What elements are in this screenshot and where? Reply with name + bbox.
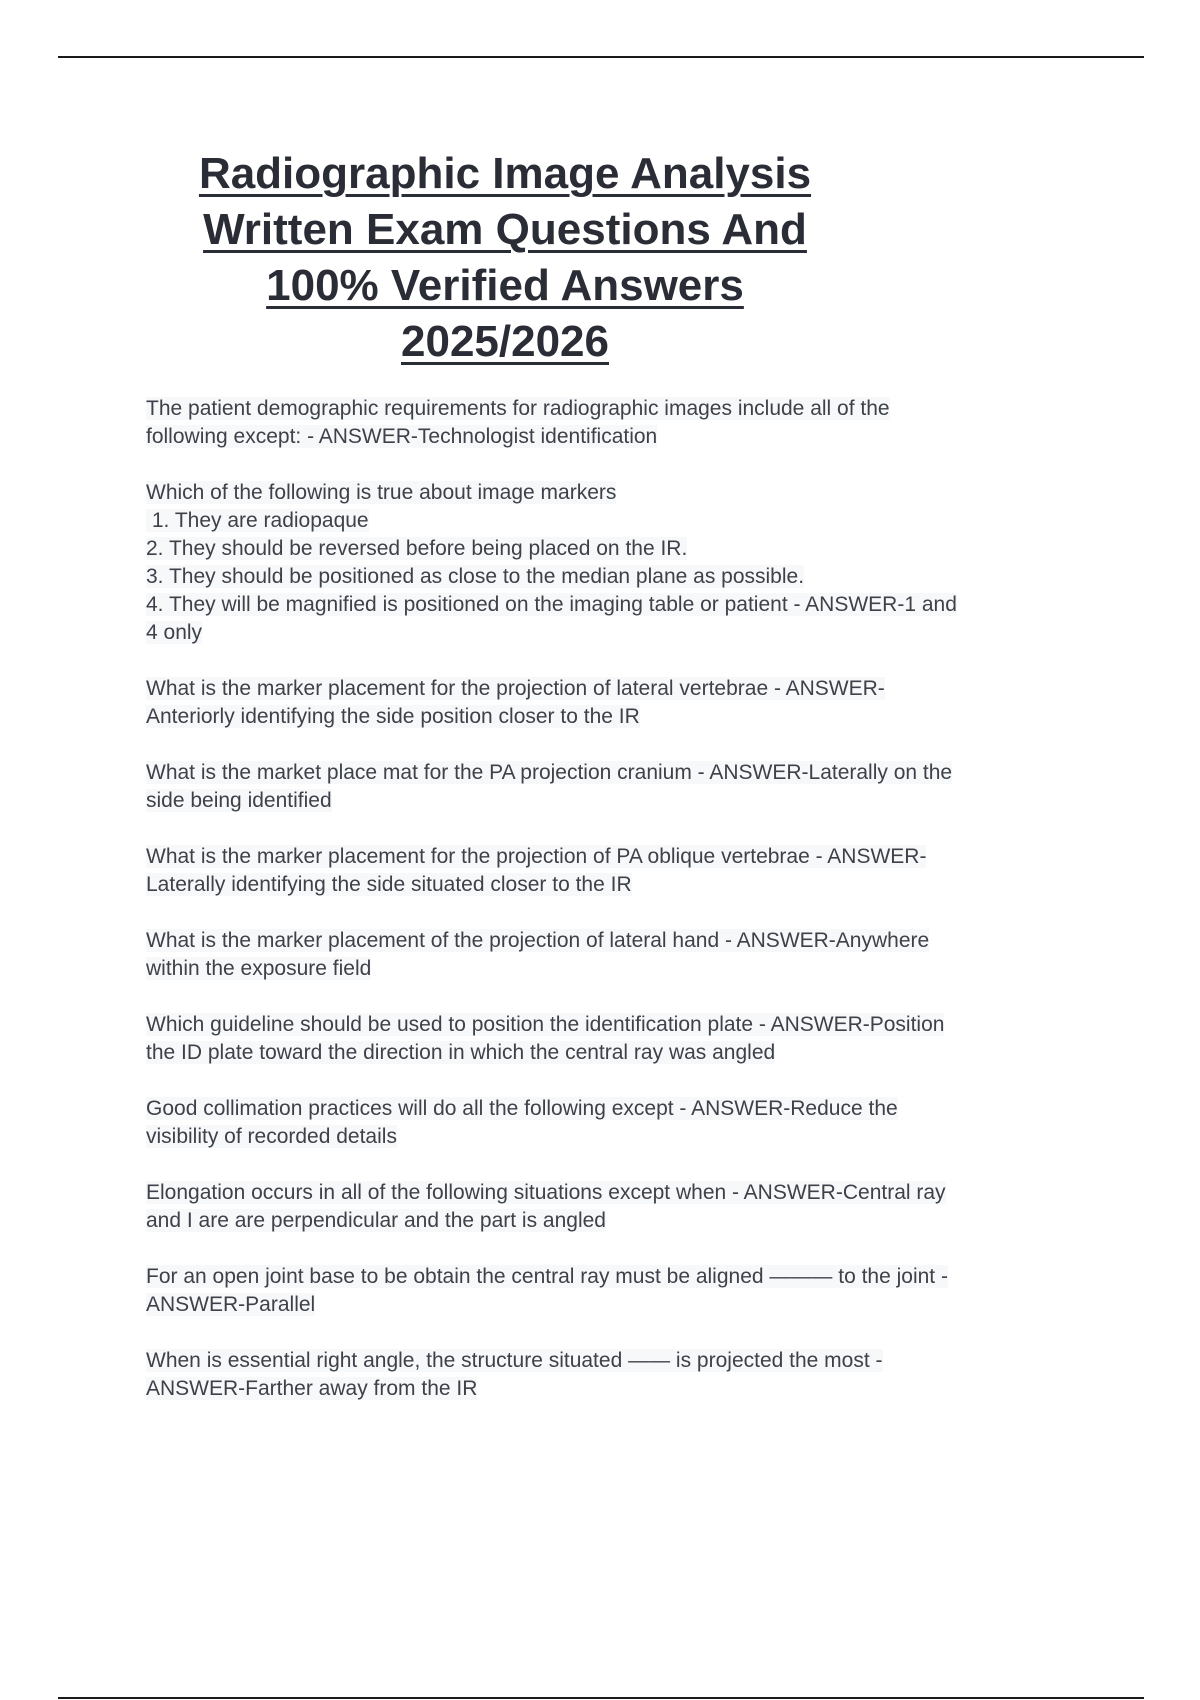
question-answer-list (146, 395, 1096, 1431)
qa-text: What is the marker placement of the projection of lateral hand - ANSWER-Anywhere within the exposure field (146, 929, 930, 980)
qa-item (146, 1095, 1096, 1151)
qa-item (146, 1011, 1096, 1067)
title-line-1: Radiographic Image Analysis (198, 149, 812, 198)
title-line-2: Written Exam Questions And (203, 205, 807, 254)
top-rule (58, 56, 1144, 58)
qa-item (146, 395, 1096, 451)
qa-item (146, 759, 1096, 815)
qa-item (146, 1263, 1096, 1319)
qa-item (146, 479, 1096, 647)
qa-text: Good collimation practices will do all the following except - ANSWER-Reduce the visibility of recorded details (146, 1097, 898, 1148)
qa-text: Elongation occurs in all of the following situations except when - ANSWER-Central ray and I are are perpendicular and the part is angled (146, 1181, 946, 1232)
qa-text: The patient demographic requirements for radiographic images include all of the following except: - ANSWER-Technologist identification (146, 397, 890, 448)
qa-text: Which of the following is true about image markers 1. They are radiopaque 2. They should be reversed before being placed on the IR. 3. They should be positioned as close to the median plane as possible. 4. They will be magnified is positioned on the imaging table or patient - ANSWER-1 and 4 only (146, 481, 957, 644)
qa-item (146, 1179, 1096, 1235)
qa-item (146, 675, 1096, 731)
qa-item (146, 927, 1096, 983)
qa-text: When is essential right angle, the structure situated —— is projected the most - ANSWER-Farther away from the IR (146, 1349, 883, 1400)
qa-text: What is the marker placement for the projection of lateral vertebrae - ANSWER- Anteriorly identifying the side position closer to the IR (146, 677, 885, 728)
bottom-rule (58, 1697, 1144, 1699)
qa-text: Which guideline should be used to position the identification plate - ANSWER-Position the ID plate toward the direction in which the central ray was angled (146, 1013, 945, 1064)
qa-text: What is the marker placement for the projection of PA oblique vertebrae - ANSWER- Laterally identifying the side situated closer to the IR (146, 845, 927, 896)
qa-text: What is the market place mat for the PA projection cranium - ANSWER-Laterally on the side being identified (146, 761, 953, 812)
qa-text: For an open joint base to be obtain the central ray must be aligned ——— to the joint - ANSWER-Parallel (146, 1265, 948, 1316)
document-title (145, 146, 865, 370)
qa-item (146, 843, 1096, 899)
title-line-3: 100% Verified Answers (266, 261, 744, 310)
qa-item (146, 1347, 1096, 1403)
title-line-4: 2025/2026 (401, 317, 609, 366)
